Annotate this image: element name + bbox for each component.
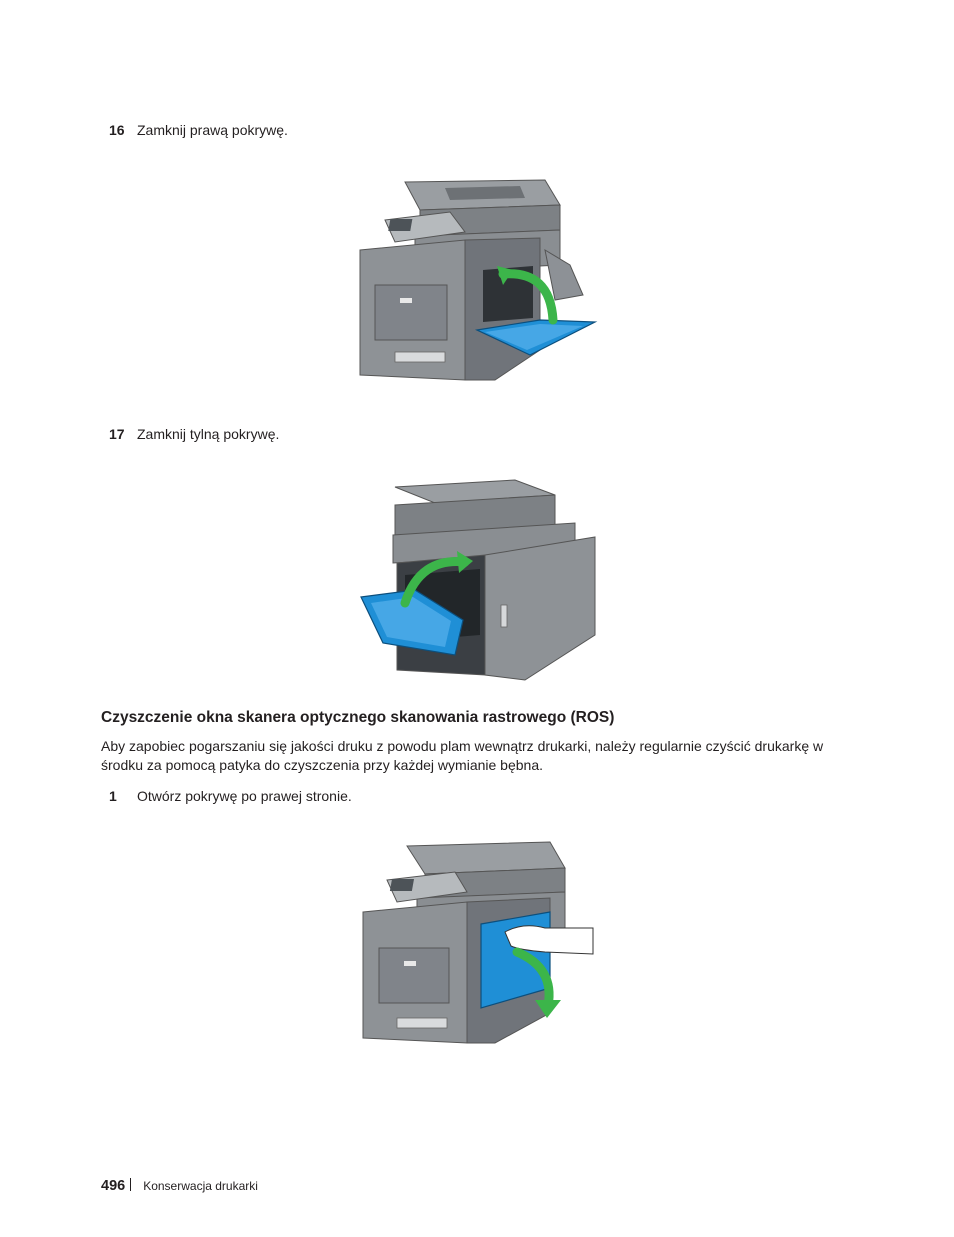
step-text: Zamknij prawą pokrywę. <box>137 122 288 138</box>
step-1 <box>109 787 352 805</box>
page-footer <box>101 1178 258 1194</box>
footer-title: Konserwacja drukarki <box>143 1179 258 1193</box>
section-paragraph: Aby zapobiec pogarszaniu się jakości druku z powodu plam wewnątrz drukarki, należy regularnie czyścić drukarkę w środku za pomocą patyka do czyszczenia przy każdej wymianie bębna. <box>101 738 824 773</box>
step-number: 1 <box>109 788 117 804</box>
step-number: 17 <box>109 426 125 442</box>
step-17 <box>109 425 279 443</box>
section-heading: Czyszczenie okna skanera optycznego skanowania rastrowego (ROS) <box>101 709 615 726</box>
step-text: Otwórz pokrywę po prawej stronie. <box>137 788 352 804</box>
printer-close-right-cover-illustration <box>355 170 600 390</box>
step-text: Zamknij tylną pokrywę. <box>137 426 280 442</box>
step-number: 16 <box>109 122 125 138</box>
footer-divider <box>130 1178 131 1191</box>
step-16 <box>109 121 288 139</box>
printer-close-rear-cover-illustration <box>355 465 600 685</box>
page-number: 496 <box>101 1178 126 1194</box>
printer-open-right-cover-illustration <box>355 828 600 1053</box>
